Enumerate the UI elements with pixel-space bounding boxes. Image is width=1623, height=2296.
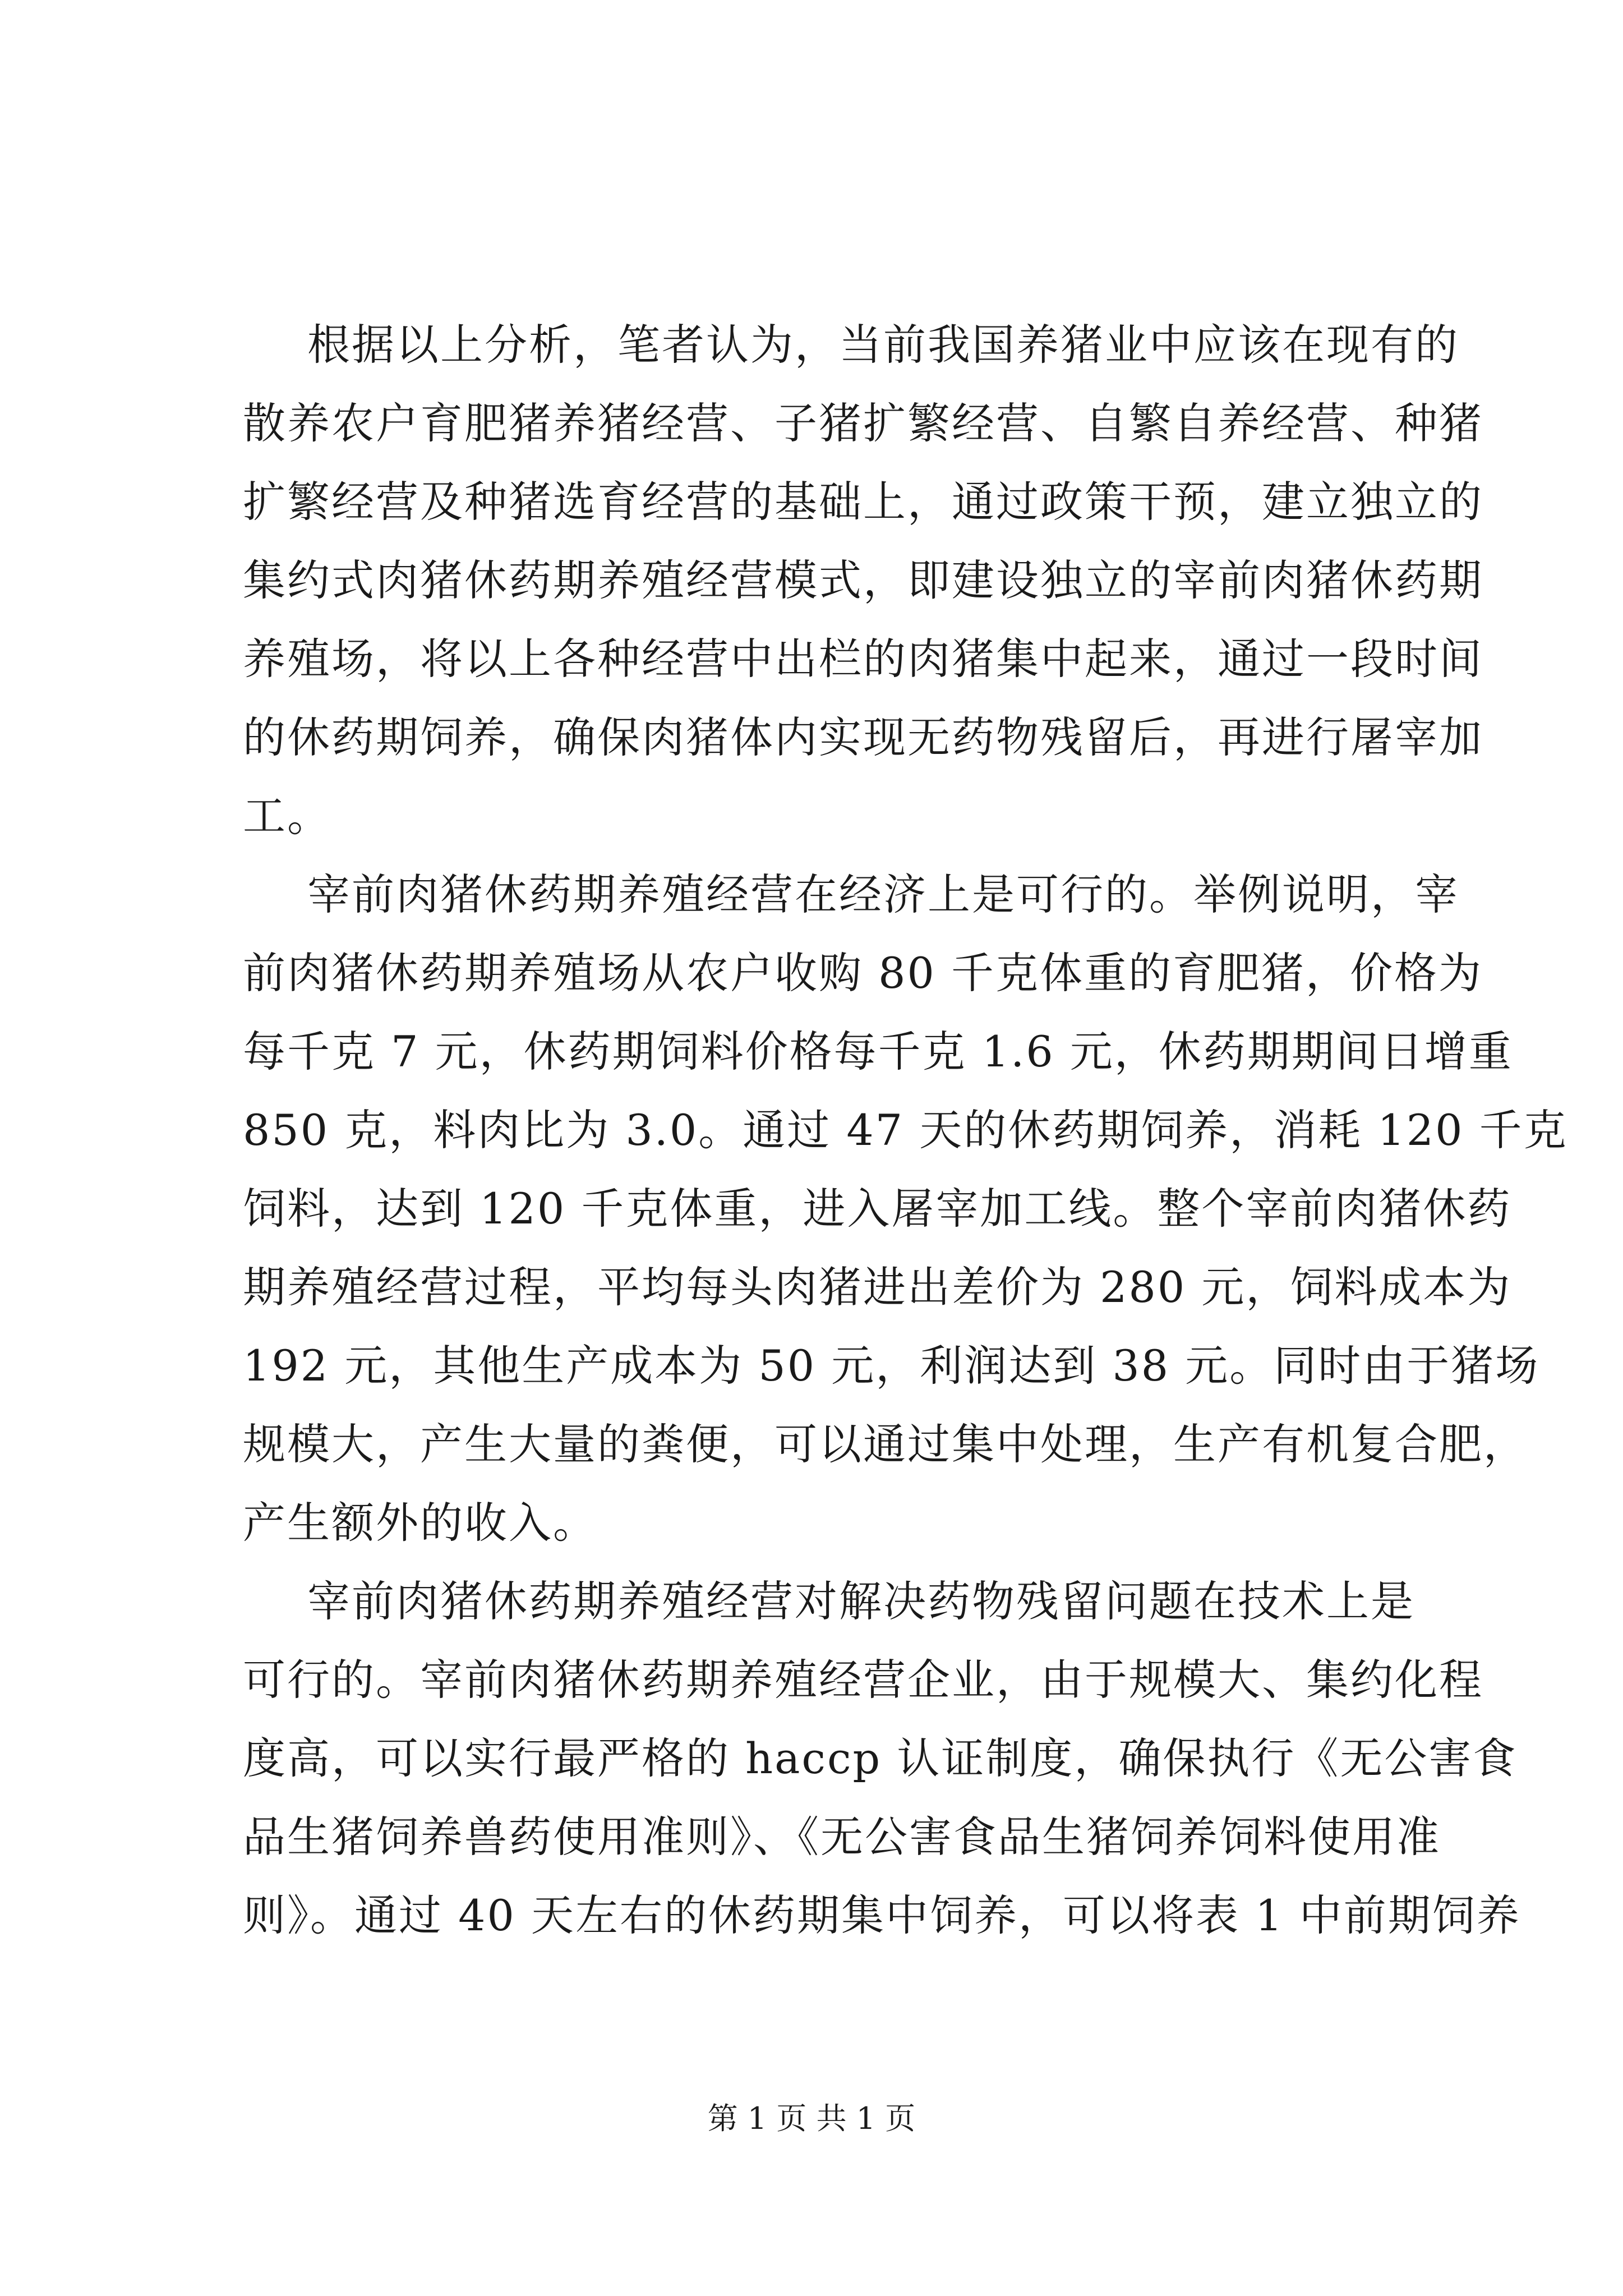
paragraph-1-line-3: 扩繁经营及种猪选育经营的基础上，通过政策干预，建立独立的	[243, 477, 1483, 527]
paragraph-1-line-7: 工。	[243, 791, 331, 841]
paragraph-1-line-5: 养殖场，将以上各种经营中出栏的肉猪集中起来，通过一段时间	[243, 634, 1483, 684]
paragraph-3-line-2: 可行的。宰前肉猪休药期养殖经营企业，由于规模大、集约化程	[243, 1655, 1483, 1705]
paragraph-2-line-5: 饲料，达到 120 千克体重，进入屠宰加工线。整个宰前肉猪休药	[243, 1184, 1512, 1234]
paragraph-3-line-4: 品生猪饲养兽药使用准则》、《无公害食品生猪饲养饲料使用准	[243, 1812, 1441, 1862]
paragraph-1-line-2: 散养农户育肥猪养猪经营、子猪扩繁经营、自繁自养经营、种猪	[243, 398, 1483, 448]
paragraph-2-line-8: 规模大，产生大量的粪便，可以通过集中处理，生产有机复合肥，	[243, 1419, 1528, 1469]
paragraph-3-line-3: 度高，可以实行最严格的 haccp 认证制度，确保执行《无公害食	[243, 1733, 1518, 1783]
paragraph-3-line-5: 则》。通过 40 天左右的休药期集中饲养，可以将表 1 中前期饲养	[243, 1890, 1521, 1940]
paragraph-3-line-1: 宰前肉猪休药期养殖经营对解决药物残留问题在技术上是	[307, 1576, 1415, 1626]
paragraph-1-line-4: 集约式肉猪休药期养殖经营模式，即建设独立的宰前肉猪休药期	[243, 555, 1483, 605]
paragraph-2-line-9: 产生额外的收入。	[243, 1498, 597, 1548]
paragraph-1-line-6: 的休药期饲养，确保肉猪体内实现无药物残留后，再进行屠宰加	[243, 712, 1483, 762]
paragraph-2-line-7: 192 元，其他生产成本为 50 元，利润达到 38 元。同时由于猪场	[243, 1341, 1540, 1391]
paragraph-2-line-4: 850 克，料肉比为 3.0。通过 47 天的休药期饲养，消耗 120 千克	[243, 1105, 1568, 1155]
paragraph-1-line-1: 根据以上分析，笔者认为，当前我国养猪业中应该在现有的	[307, 320, 1459, 370]
paragraph-2-line-6: 期养殖经营过程，平均每头肉猪进出差价为 280 元，饲料成本为	[243, 1262, 1512, 1312]
paragraph-2-line-1: 宰前肉猪休药期养殖经营在经济上是可行的。举例说明，宰	[307, 869, 1459, 919]
page-footer: 第 1 页 共 1 页	[707, 2101, 916, 2136]
paragraph-2-line-2: 前肉猪休药期养殖场从农户收购 80 千克体重的育肥猪，价格为	[243, 948, 1483, 998]
paragraph-2-line-3: 每千克 7 元，休药期饲料价格每千克 1.6 元，休药期期间日增重	[243, 1027, 1513, 1076]
